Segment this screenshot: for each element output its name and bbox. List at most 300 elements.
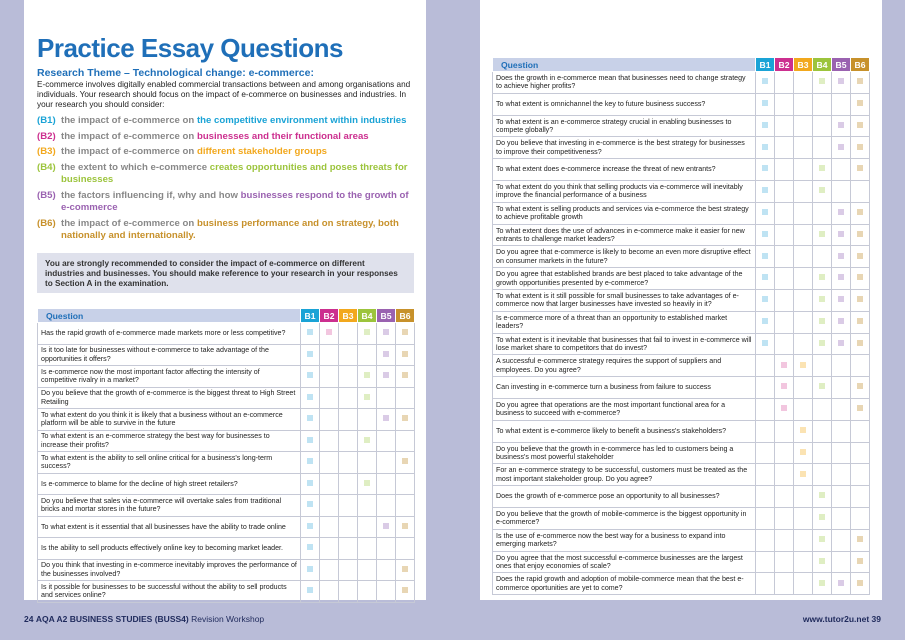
mark-cell — [813, 464, 832, 486]
mark-cell — [377, 473, 396, 495]
mark-cell — [775, 398, 794, 420]
marker-square — [838, 122, 844, 128]
mark-cell — [851, 289, 870, 311]
marker-square — [838, 580, 844, 586]
question-text: Is the ability to sell products effectively online key to becoming market leader. — [38, 538, 301, 560]
question-text: Do you agree that the most successful e-commerce businesses are the largest ones that enjoy economies of scale? — [493, 551, 756, 573]
mark-cell — [301, 366, 320, 388]
mark-cell — [396, 473, 415, 495]
mark-cell — [756, 268, 775, 290]
marker-square — [307, 544, 313, 550]
theme-item — [37, 115, 419, 128]
page-title: Practice Essay Questions — [37, 33, 343, 63]
mark-cell — [756, 377, 775, 399]
column-header-b1: B1 — [756, 58, 775, 72]
mark-cell — [775, 355, 794, 377]
mark-cell — [851, 551, 870, 573]
mark-cell — [813, 529, 832, 551]
question-row — [493, 224, 870, 246]
mark-cell — [756, 398, 775, 420]
marker-square — [762, 209, 768, 215]
question-row — [38, 344, 415, 366]
marker-square — [762, 122, 768, 128]
marker-square — [800, 427, 806, 433]
mark-cell — [832, 507, 851, 529]
footer-site: www.tutor2u.net — [802, 614, 870, 624]
mark-cell — [775, 268, 794, 290]
marker-square — [819, 580, 825, 586]
mark-cell — [851, 159, 870, 181]
mark-cell — [813, 442, 832, 464]
mark-cell — [301, 473, 320, 495]
mark-cell — [320, 344, 339, 366]
mark-cell — [301, 323, 320, 345]
question-text: To what extent does the use of advances in e-commerce make it easier for new entrants to challenge market leaders? — [493, 224, 756, 246]
question-text: Do you believe that investing in e-commerce is the best strategy for businesses to improve their competitiveness? — [493, 137, 756, 159]
mark-cell — [301, 430, 320, 452]
marker-square — [857, 78, 863, 84]
mark-cell — [301, 344, 320, 366]
mark-cell — [756, 180, 775, 202]
question-text: Do you believe that the growth of mobile-commerce is the biggest opportunity in e-commerce? — [493, 507, 756, 529]
mark-cell — [832, 202, 851, 224]
marker-square — [762, 187, 768, 193]
question-text: To what extent is it inevitable that businesses that fail to invest in e-commerce will lose market share to competitors that do invest? — [493, 333, 756, 355]
question-text: Is e-commerce now the most important factor affecting the intensity of competitive rivalry in a market? — [38, 366, 301, 388]
mark-cell — [358, 409, 377, 431]
marker-square — [857, 100, 863, 106]
marker-square — [819, 536, 825, 542]
question-row — [493, 246, 870, 268]
theme-plain-text: the impact of e-commerce on — [61, 115, 197, 126]
question-row — [493, 573, 870, 595]
mark-cell — [832, 289, 851, 311]
marker-square — [819, 492, 825, 498]
marker-square — [402, 351, 408, 357]
marker-square — [800, 362, 806, 368]
mark-cell — [775, 507, 794, 529]
mark-cell — [813, 377, 832, 399]
marker-square — [402, 458, 408, 464]
mark-cell — [320, 387, 339, 409]
mark-cell — [320, 366, 339, 388]
question-row — [38, 409, 415, 431]
mark-cell — [832, 115, 851, 137]
theme-item — [37, 218, 419, 243]
mark-cell — [756, 573, 775, 595]
column-header-b5: B5 — [832, 58, 851, 72]
marker-square — [383, 415, 389, 421]
mark-cell — [756, 486, 775, 508]
mark-cell — [396, 387, 415, 409]
question-text: Do you believe that the growth of e-commerce is the biggest threat to High Street Retailing — [38, 387, 301, 409]
theme-text — [61, 218, 419, 243]
marker-square — [402, 329, 408, 335]
mark-cell — [832, 224, 851, 246]
marker-square — [402, 587, 408, 593]
question-row — [493, 289, 870, 311]
theme-text — [61, 131, 419, 144]
mark-cell — [358, 559, 377, 581]
mark-cell — [775, 442, 794, 464]
mark-cell — [396, 452, 415, 474]
mark-cell — [358, 344, 377, 366]
marker-square — [307, 566, 313, 572]
mark-cell — [794, 398, 813, 420]
question-row — [493, 72, 870, 94]
theme-item — [37, 190, 419, 215]
marker-square — [307, 501, 313, 507]
theme-highlight-text: business performance and on strategy, both nationally and internationally. — [61, 217, 399, 241]
mark-cell — [794, 529, 813, 551]
theme-list — [37, 115, 419, 246]
marker-square — [364, 329, 370, 335]
mark-cell — [756, 93, 775, 115]
mark-cell — [301, 387, 320, 409]
table-header-row — [493, 58, 870, 72]
marker-square — [857, 383, 863, 389]
question-row — [493, 551, 870, 573]
mark-cell — [339, 473, 358, 495]
mark-cell — [396, 344, 415, 366]
column-header-b3: B3 — [794, 58, 813, 72]
question-row — [493, 464, 870, 486]
theme-text — [61, 162, 419, 187]
marker-square — [857, 296, 863, 302]
mark-cell — [851, 246, 870, 268]
mark-cell — [775, 529, 794, 551]
mark-cell — [813, 507, 832, 529]
mark-cell — [832, 486, 851, 508]
mark-cell — [320, 323, 339, 345]
mark-cell — [775, 180, 794, 202]
footer-left — [24, 614, 264, 624]
question-table-left — [37, 308, 415, 603]
marker-square — [857, 144, 863, 150]
marker-square — [857, 122, 863, 128]
mark-cell — [813, 202, 832, 224]
theme-text — [61, 146, 419, 159]
question-text: Do you agree that operations are the most important functional area for a business to succeed with e-commerce? — [493, 398, 756, 420]
marker-square — [838, 231, 844, 237]
marker-square — [364, 372, 370, 378]
marker-square — [762, 274, 768, 280]
theme-code: (B3) — [37, 146, 56, 157]
mark-cell — [832, 529, 851, 551]
mark-cell — [832, 420, 851, 442]
question-row — [38, 581, 415, 603]
mark-cell — [775, 333, 794, 355]
mark-cell — [813, 355, 832, 377]
mark-cell — [851, 420, 870, 442]
question-row — [38, 538, 415, 560]
mark-cell — [851, 442, 870, 464]
marker-square — [857, 558, 863, 564]
mark-cell — [851, 573, 870, 595]
mark-cell — [794, 442, 813, 464]
mark-cell — [756, 246, 775, 268]
mark-cell — [813, 573, 832, 595]
mark-cell — [377, 344, 396, 366]
mark-cell — [301, 538, 320, 560]
question-row — [493, 268, 870, 290]
mark-cell — [358, 452, 377, 474]
question-row — [38, 452, 415, 474]
question-text: To what extent is an e-commerce strategy the best way for businesses to increase their profits? — [38, 430, 301, 452]
research-theme-subtitle: Research Theme – Technological change: e-commerce: — [37, 67, 314, 79]
mark-cell — [339, 581, 358, 603]
mark-cell — [377, 581, 396, 603]
marker-square — [307, 394, 313, 400]
marker-square — [819, 383, 825, 389]
question-text: Do you think that investing in e-commerce inevitably improves the performance of the businesses involved? — [38, 559, 301, 581]
mark-cell — [756, 202, 775, 224]
theme-plain-text: the impact of e-commerce on — [61, 146, 197, 157]
mark-cell — [377, 516, 396, 538]
mark-cell — [775, 551, 794, 573]
theme-text — [61, 115, 419, 128]
marker-square — [819, 514, 825, 520]
theme-plain-text: the extent to which e-commerce — [61, 161, 210, 173]
marker-square — [762, 296, 768, 302]
mark-cell — [320, 581, 339, 603]
marker-square — [857, 536, 863, 542]
mark-cell — [756, 333, 775, 355]
theme-highlight-text: different stakeholder groups — [196, 146, 328, 157]
mark-cell — [851, 486, 870, 508]
question-text: A successful e-commerce strategy requires the support of suppliers and employees. Do you agree? — [493, 355, 756, 377]
question-text: To what extent is it essential that all businesses have the ability to trade online — [38, 516, 301, 538]
question-text: Does the growth of e-commerce pose an opportunity to all businesses? — [493, 486, 756, 508]
theme-plain-text: the impact of e-commerce on — [61, 217, 197, 229]
mark-cell — [832, 442, 851, 464]
theme-item — [37, 131, 419, 144]
mark-cell — [756, 355, 775, 377]
marker-square — [857, 253, 863, 259]
marker-square — [838, 274, 844, 280]
mark-cell — [339, 538, 358, 560]
marker-square — [383, 372, 389, 378]
marker-square — [857, 231, 863, 237]
marker-square — [800, 471, 806, 477]
question-row — [493, 420, 870, 442]
mark-cell — [775, 137, 794, 159]
mark-cell — [775, 159, 794, 181]
marker-square — [819, 296, 825, 302]
mark-cell — [832, 398, 851, 420]
mark-cell — [794, 246, 813, 268]
mark-cell — [377, 409, 396, 431]
column-header-b6: B6 — [851, 58, 870, 72]
question-text: Is e-commerce to blame for the decline of high street retailers? — [38, 473, 301, 495]
marker-square — [857, 580, 863, 586]
mark-cell — [756, 311, 775, 333]
mark-cell — [813, 159, 832, 181]
marker-square — [762, 318, 768, 324]
question-text: To what extent is it still possible for small businesses to take advantages of e-commerce now that larger businesses have invested so heavily in it? — [493, 289, 756, 311]
marker-square — [762, 340, 768, 346]
mark-cell — [851, 115, 870, 137]
mark-cell — [832, 72, 851, 94]
marker-square — [307, 415, 313, 421]
mark-cell — [775, 93, 794, 115]
mark-cell — [794, 420, 813, 442]
mark-cell — [813, 486, 832, 508]
mark-cell — [775, 573, 794, 595]
question-text: To what extent is an e-commerce strategy crucial in enabling businesses to compete globally? — [493, 115, 756, 137]
question-text: To what extent do you think it is likely that a business without an e-commerce platform will be able to survive in the future — [38, 409, 301, 431]
question-text: Can investing in e-commerce turn a business from failure to success — [493, 377, 756, 399]
mark-cell — [756, 551, 775, 573]
mark-cell — [794, 224, 813, 246]
mark-cell — [813, 289, 832, 311]
marker-square — [762, 165, 768, 171]
mark-cell — [339, 344, 358, 366]
mark-cell — [320, 538, 339, 560]
mark-cell — [377, 559, 396, 581]
theme-plain-text: the impact of e-commerce on — [61, 130, 197, 142]
mark-cell — [851, 202, 870, 224]
column-header-b3: B3 — [339, 309, 358, 323]
mark-cell — [775, 311, 794, 333]
mark-cell — [756, 289, 775, 311]
mark-cell — [832, 268, 851, 290]
mark-cell — [301, 516, 320, 538]
mark-cell — [339, 516, 358, 538]
mark-cell — [813, 115, 832, 137]
mark-cell — [794, 551, 813, 573]
marker-square — [838, 78, 844, 84]
mark-cell — [756, 72, 775, 94]
mark-cell — [832, 159, 851, 181]
marker-square — [762, 253, 768, 259]
marker-square — [402, 372, 408, 378]
mark-cell — [756, 137, 775, 159]
question-row — [38, 366, 415, 388]
marker-square — [402, 523, 408, 529]
mark-cell — [358, 495, 377, 517]
mark-cell — [339, 452, 358, 474]
marker-square — [762, 231, 768, 237]
question-text: To what extent is omnichannel the key to future business success? — [493, 93, 756, 115]
column-header-b6: B6 — [396, 309, 415, 323]
marker-square — [383, 523, 389, 529]
marker-square — [781, 383, 787, 389]
mark-cell — [377, 452, 396, 474]
question-text: Does the rapid growth and adoption of mobile-commerce mean that the best e-commerce oportunities are yet to come? — [493, 573, 756, 595]
question-row — [38, 323, 415, 345]
marker-square — [857, 209, 863, 215]
mark-cell — [396, 516, 415, 538]
question-text: Is e-commerce more of a threat than an opportunity to established market leaders? — [493, 311, 756, 333]
footer-publication: AQA A2 BUSINESS STUDIES (BUSS4) — [35, 614, 189, 624]
marker-square — [857, 318, 863, 324]
question-row — [493, 202, 870, 224]
mark-cell — [396, 366, 415, 388]
marker-square — [307, 587, 313, 593]
theme-highlight-text: creates opportunities and poses threats for businesses — [61, 161, 408, 185]
marker-square — [800, 449, 806, 455]
marker-square — [781, 362, 787, 368]
marker-square — [838, 340, 844, 346]
mark-cell — [339, 559, 358, 581]
mark-cell — [320, 516, 339, 538]
mark-cell — [377, 366, 396, 388]
table-header-row — [38, 309, 415, 323]
question-row — [493, 377, 870, 399]
marker-square — [838, 296, 844, 302]
mark-cell — [832, 137, 851, 159]
mark-cell — [377, 495, 396, 517]
question-row — [493, 355, 870, 377]
mark-cell — [813, 551, 832, 573]
marker-square — [819, 165, 825, 171]
question-column-header: Question — [38, 309, 301, 323]
marker-square — [819, 558, 825, 564]
mark-cell — [813, 93, 832, 115]
mark-cell — [832, 333, 851, 355]
mark-cell — [813, 333, 832, 355]
mark-cell — [396, 409, 415, 431]
question-text: To what extent is e-commerce likely to benefit a business's stakeholders? — [493, 420, 756, 442]
right-page — [480, 0, 882, 600]
marker-square — [326, 329, 332, 335]
mark-cell — [794, 355, 813, 377]
mark-cell — [301, 409, 320, 431]
mark-cell — [794, 507, 813, 529]
mark-cell — [339, 366, 358, 388]
mark-cell — [832, 551, 851, 573]
theme-code: (B1) — [37, 115, 56, 126]
mark-cell — [794, 573, 813, 595]
footer-page-number: 39 — [871, 614, 881, 624]
mark-cell — [377, 430, 396, 452]
question-row — [493, 115, 870, 137]
question-row — [493, 180, 870, 202]
theme-item — [37, 146, 419, 159]
mark-cell — [851, 224, 870, 246]
mark-cell — [794, 311, 813, 333]
mark-cell — [775, 420, 794, 442]
mark-cell — [794, 377, 813, 399]
marker-square — [857, 165, 863, 171]
mark-cell — [851, 507, 870, 529]
marker-square — [781, 405, 787, 411]
mark-cell — [851, 355, 870, 377]
mark-cell — [756, 507, 775, 529]
recommendation-callout: You are strongly recommended to consider the impact of e-commerce on different industries and businesses. You should make reference to your research in your responses to Section A in the examination. — [37, 253, 414, 293]
marker-square — [307, 437, 313, 443]
mark-cell — [339, 430, 358, 452]
marker-square — [819, 318, 825, 324]
mark-cell — [813, 398, 832, 420]
mark-cell — [756, 464, 775, 486]
question-text: Is the use of e-commerce now the best way for a business to expand into emerging markets? — [493, 529, 756, 551]
question-text: Do you believe that the growth in e-commerce has led to customers being a business's most powerful stakeholder — [493, 442, 756, 464]
question-row — [493, 311, 870, 333]
mark-cell — [339, 323, 358, 345]
marker-square — [838, 253, 844, 259]
mark-cell — [775, 224, 794, 246]
theme-highlight-text: businesses and their functional areas — [196, 130, 369, 142]
mark-cell — [775, 486, 794, 508]
mark-cell — [320, 452, 339, 474]
marker-square — [307, 480, 313, 486]
question-table-right — [492, 57, 870, 595]
mark-cell — [377, 538, 396, 560]
mark-cell — [339, 409, 358, 431]
marker-square — [857, 274, 863, 280]
